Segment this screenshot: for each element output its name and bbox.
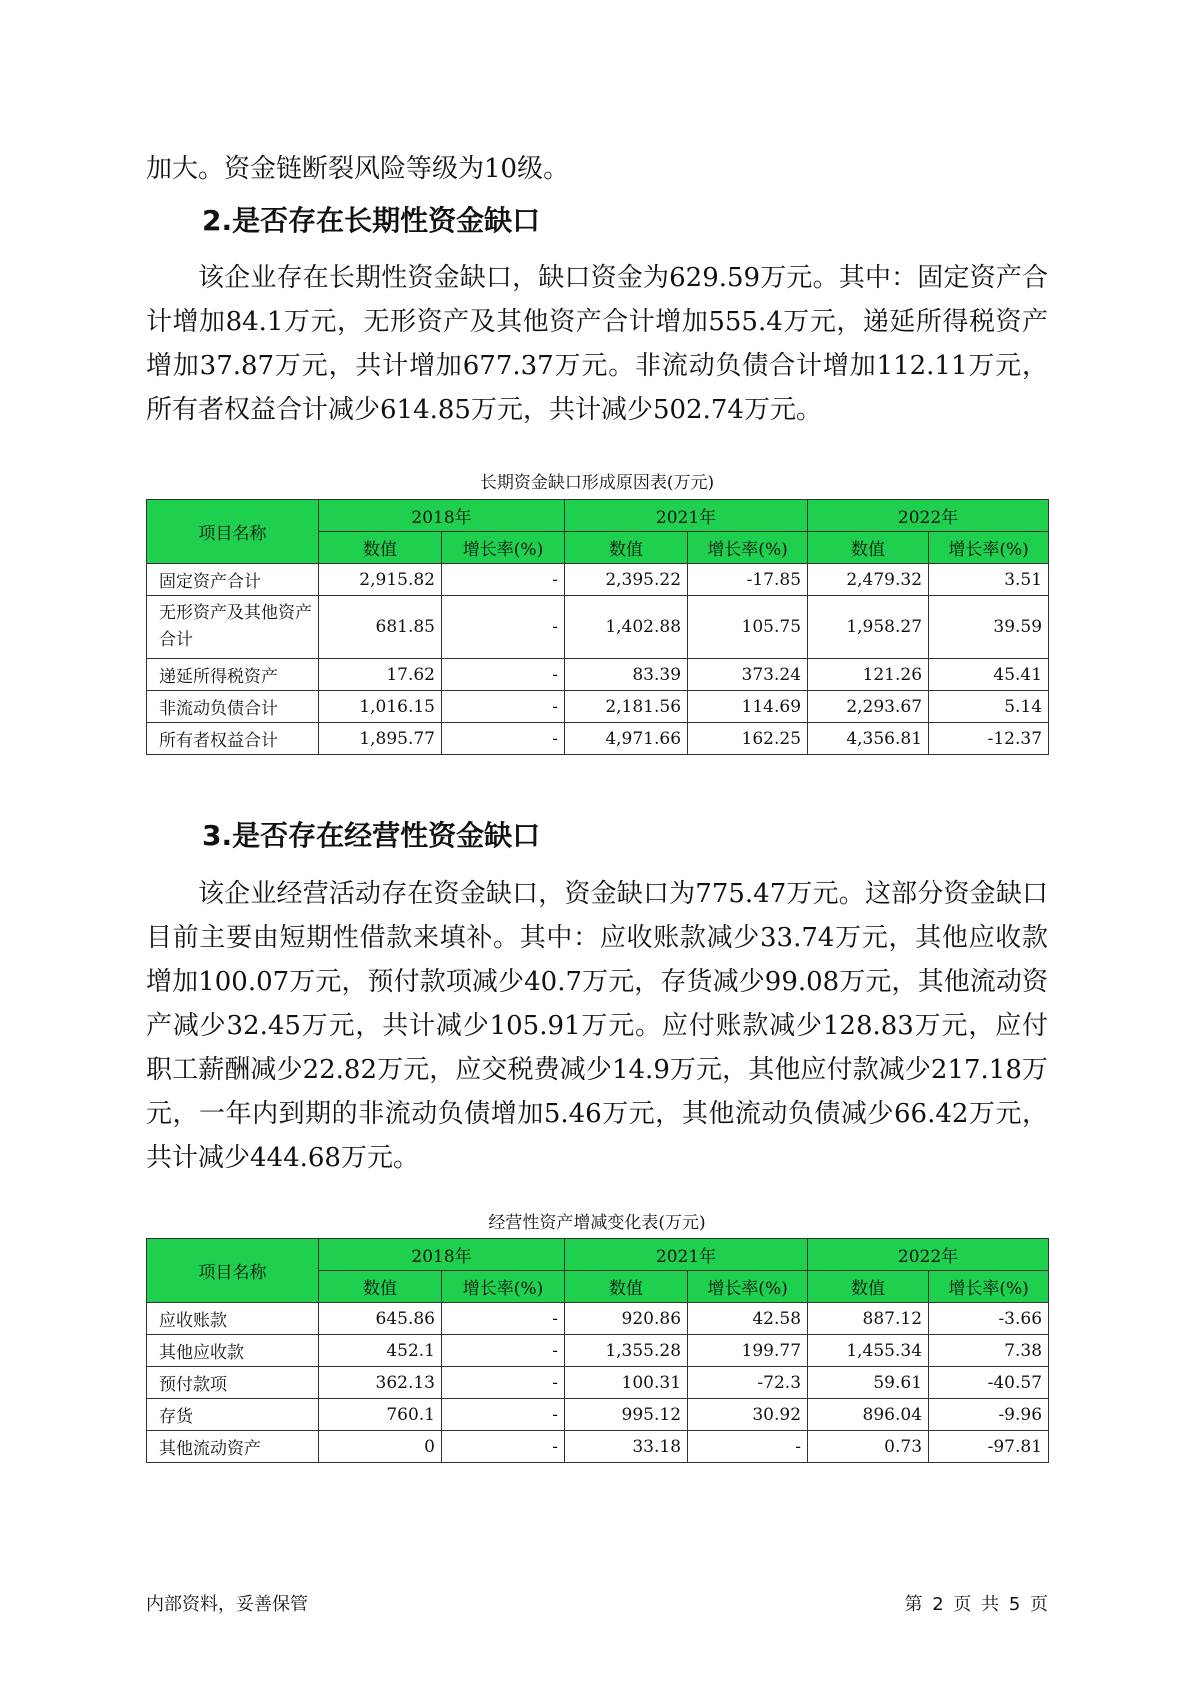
cell-growth-2021: 42.58 xyxy=(688,1303,808,1335)
cell-value-2018: 362.13 xyxy=(319,1367,442,1399)
footer-page-number: 第 2 页 共 5 页 xyxy=(904,1594,1048,1615)
table-row xyxy=(147,691,1049,723)
section-heading-operating-gap: 3.是否存在经营性资金缺口 xyxy=(202,819,541,852)
cell-value-2021: 2,395.22 xyxy=(565,564,688,596)
cell-growth-2018: - xyxy=(442,564,565,596)
header-year-2021: 2021年 xyxy=(565,500,808,532)
cell-value-2021: 995.12 xyxy=(565,1399,688,1431)
table-row xyxy=(147,723,1049,755)
table-row xyxy=(147,1335,1049,1367)
table-row xyxy=(147,564,1049,596)
row-name: 固定资产合计 xyxy=(147,564,319,596)
cell-growth-2022: -9.96 xyxy=(929,1399,1049,1431)
cell-value-2018: 1,016.15 xyxy=(319,691,442,723)
row-name: 无形资产及其他资产合计 xyxy=(147,596,319,659)
header-year-2022: 2022年 xyxy=(808,1239,1049,1271)
cell-growth-2018: - xyxy=(442,1367,565,1399)
cell-value-2018: 452.1 xyxy=(319,1335,442,1367)
row-name: 其他流动资产 xyxy=(147,1431,319,1463)
section-heading-long-term-gap: 2.是否存在长期性资金缺口 xyxy=(202,204,541,237)
header-growth: 增长率(%) xyxy=(688,532,808,564)
paragraph-long-term-gap: 该企业存在长期性资金缺口，缺口资金为629.59万元。其中：固定资产合计增加84.1万元，无形资产及其他资产合计增加555.4万元，递延所得税资产增加37.87万元，共计增加677.37万元。非流动负债合计增加112.11万元，所有者权益合计减少614.85万元，共计减少502.74万元。 xyxy=(146,263,1048,425)
header-year-2022: 2022年 xyxy=(808,500,1049,532)
header-growth: 增长率(%) xyxy=(442,1271,565,1303)
cell-value-2021: 920.86 xyxy=(565,1303,688,1335)
cell-value-2021: 4,971.66 xyxy=(565,723,688,755)
cell-growth-2022: 45.41 xyxy=(929,659,1049,691)
cell-value-2022: 2,293.67 xyxy=(808,691,929,723)
cell-value-2021: 83.39 xyxy=(565,659,688,691)
header-growth: 增长率(%) xyxy=(929,1271,1049,1303)
cell-growth-2022: 5.14 xyxy=(929,691,1049,723)
cell-value-2021: 33.18 xyxy=(565,1431,688,1463)
cell-growth-2021: -72.3 xyxy=(688,1367,808,1399)
cell-growth-2021: 373.24 xyxy=(688,659,808,691)
row-name: 递延所得税资产 xyxy=(147,659,319,691)
cell-value-2022: 2,479.32 xyxy=(808,564,929,596)
cell-value-2018: 17.62 xyxy=(319,659,442,691)
cell-value-2018: 1,895.77 xyxy=(319,723,442,755)
header-year-2018: 2018年 xyxy=(319,1239,565,1271)
cell-growth-2022: 7.38 xyxy=(929,1335,1049,1367)
table-row xyxy=(147,1303,1049,1335)
cell-value-2021: 100.31 xyxy=(565,1367,688,1399)
cell-growth-2021: 162.25 xyxy=(688,723,808,755)
cell-growth-2022: -40.57 xyxy=(929,1367,1049,1399)
cell-growth-2021: 30.92 xyxy=(688,1399,808,1431)
table-row xyxy=(147,1399,1049,1431)
table-row xyxy=(147,1367,1049,1399)
cell-growth-2022: 3.51 xyxy=(929,564,1049,596)
cell-growth-2021: -17.85 xyxy=(688,564,808,596)
cell-value-2021: 2,181.56 xyxy=(565,691,688,723)
operating-asset-table xyxy=(146,1238,1049,1463)
cell-value-2022: 896.04 xyxy=(808,1399,929,1431)
cell-growth-2021: 199.77 xyxy=(688,1335,808,1367)
cell-growth-2018: - xyxy=(442,659,565,691)
table-row xyxy=(147,1431,1049,1463)
header-item-name: 项目名称 xyxy=(147,500,319,564)
cell-value-2022: 4,356.81 xyxy=(808,723,929,755)
cell-value-2018: 0 xyxy=(319,1431,442,1463)
cell-growth-2018: - xyxy=(442,723,565,755)
cell-growth-2022: -3.66 xyxy=(929,1303,1049,1335)
table2-caption: 经营性资产增减变化表(万元) xyxy=(488,1213,706,1233)
header-growth: 增长率(%) xyxy=(688,1271,808,1303)
footer-confidential-note: 内部资料，妥善保管 xyxy=(146,1594,308,1615)
header-value: 数值 xyxy=(565,1271,688,1303)
cell-value-2021: 1,355.28 xyxy=(565,1335,688,1367)
cell-value-2022: 1,455.34 xyxy=(808,1335,929,1367)
cell-growth-2018: - xyxy=(442,596,565,659)
cell-growth-2022: 39.59 xyxy=(929,596,1049,659)
paragraph-operating-gap: 该企业经营活动存在资金缺口，资金缺口为775.47万元。这部分资金缺口目前主要由短期性借款来填补。其中：应收账款减少33.74万元，其他应收款增加100.07万元，预付款项减少40.7万元，存货减少99.08万元，其他流动资产减少32.45万元，共计减少105.91万元。应付账款减少128.83万元，应付职工薪酬减少22.82万元，应交税费减少14.9万元，其他应付款减少217.18万元，一年内到期的非流动负债增加5.46万元，其他流动负债减少66.42万元，共计减少444.68万元。 xyxy=(146,879,1048,1173)
header-value: 数值 xyxy=(808,1271,929,1303)
header-growth: 增长率(%) xyxy=(442,532,565,564)
cell-growth-2018: - xyxy=(442,691,565,723)
table-row xyxy=(147,659,1049,691)
cell-growth-2018: - xyxy=(442,1303,565,1335)
cell-growth-2018: - xyxy=(442,1335,565,1367)
header-value: 数值 xyxy=(808,532,929,564)
cell-value-2022: 59.61 xyxy=(808,1367,929,1399)
cell-growth-2021: 114.69 xyxy=(688,691,808,723)
row-name: 预付款项 xyxy=(147,1367,319,1399)
table1-caption: 长期资金缺口形成原因表(万元) xyxy=(479,473,715,493)
header-year-2021: 2021年 xyxy=(565,1239,808,1271)
cell-growth-2018: - xyxy=(442,1431,565,1463)
header-value: 数值 xyxy=(319,532,442,564)
header-item-name: 项目名称 xyxy=(147,1239,319,1303)
row-name: 所有者权益合计 xyxy=(147,723,319,755)
cell-growth-2021: - xyxy=(688,1431,808,1463)
row-name: 应收账款 xyxy=(147,1303,319,1335)
row-name: 非流动负债合计 xyxy=(147,691,319,723)
row-name: 存货 xyxy=(147,1399,319,1431)
cell-value-2018: 645.86 xyxy=(319,1303,442,1335)
paragraph-intro: 加大。资金链断裂风险等级为10级。 xyxy=(146,154,570,184)
cell-value-2018: 760.1 xyxy=(319,1399,442,1431)
header-value: 数值 xyxy=(565,532,688,564)
cell-growth-2018: - xyxy=(442,1399,565,1431)
cell-value-2022: 121.26 xyxy=(808,659,929,691)
long-term-gap-table xyxy=(146,499,1049,755)
table-row xyxy=(147,596,1049,659)
cell-value-2021: 1,402.88 xyxy=(565,596,688,659)
cell-value-2022: 0.73 xyxy=(808,1431,929,1463)
cell-value-2022: 887.12 xyxy=(808,1303,929,1335)
cell-value-2018: 2,915.82 xyxy=(319,564,442,596)
header-growth: 增长率(%) xyxy=(929,532,1049,564)
row-name: 其他应收款 xyxy=(147,1335,319,1367)
header-year-2018: 2018年 xyxy=(319,500,565,532)
cell-growth-2022: -12.37 xyxy=(929,723,1049,755)
cell-growth-2021: 105.75 xyxy=(688,596,808,659)
cell-value-2022: 1,958.27 xyxy=(808,596,929,659)
cell-growth-2022: -97.81 xyxy=(929,1431,1049,1463)
header-value: 数值 xyxy=(319,1271,442,1303)
cell-value-2018: 681.85 xyxy=(319,596,442,659)
